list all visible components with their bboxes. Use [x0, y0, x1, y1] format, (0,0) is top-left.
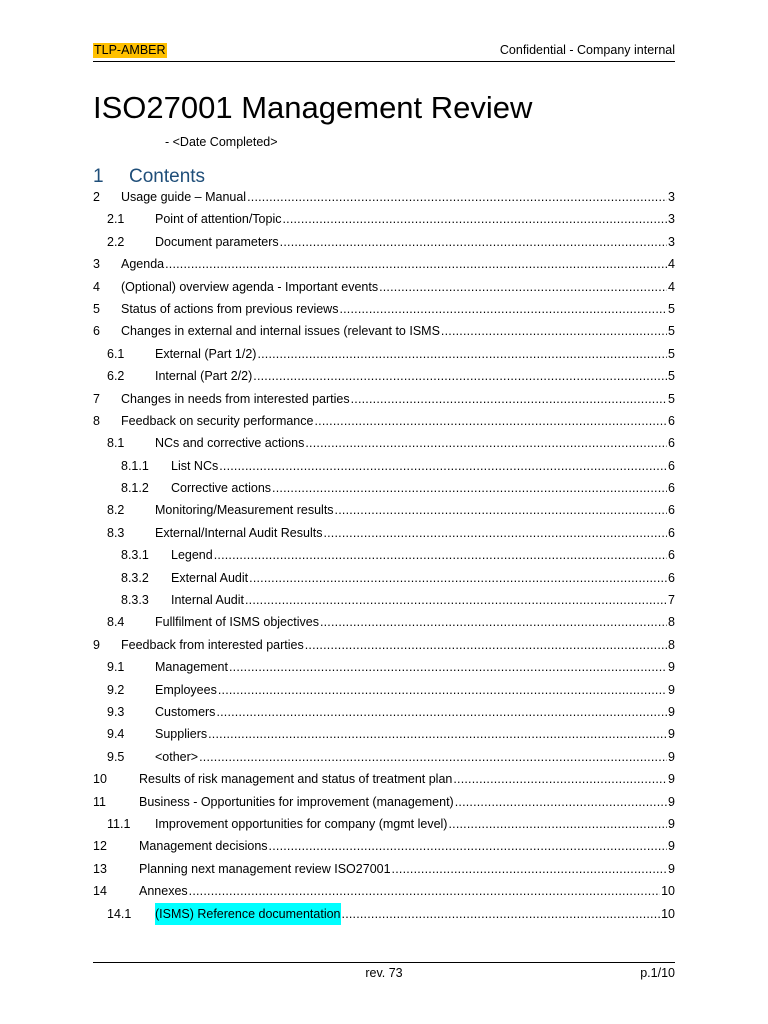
toc-entry-number: 6.2	[107, 369, 125, 384]
toc-entry-title[interactable]: Results of risk management and status of treatment plan	[139, 772, 453, 787]
toc-entry-page: 3	[668, 234, 675, 249]
toc-entry-page: 10	[661, 884, 675, 899]
toc-dot-leader	[351, 388, 667, 410]
toc-entry[interactable]	[93, 768, 675, 790]
toc-entry-number: 6	[93, 324, 100, 339]
toc-entry-page: 6	[668, 458, 675, 473]
toc-entry-number: 14	[93, 884, 107, 899]
toc-entry-title[interactable]: Corrective actions	[171, 481, 272, 496]
toc-entry-page: 3	[668, 190, 675, 204]
toc-entry[interactable]	[93, 701, 675, 723]
toc-entry-page: 7	[668, 593, 675, 608]
toc-entry-number: 2.2	[107, 234, 125, 249]
toc-entry-number: 2.1	[107, 212, 125, 227]
toc-entry-page: 9	[668, 816, 675, 831]
toc-entry-number: 8	[93, 413, 100, 428]
toc-dot-leader	[280, 231, 667, 253]
toc-entry-title[interactable]: Feedback from interested parties	[121, 637, 304, 652]
toc-entry-page: 6	[668, 481, 675, 496]
toc-entry[interactable]	[93, 365, 675, 387]
toc-entry-title[interactable]: <other>	[155, 749, 199, 764]
toc-entry-title[interactable]: Suppliers	[155, 727, 208, 742]
toc-entry[interactable]	[93, 567, 675, 589]
toc-entry[interactable]	[93, 880, 675, 902]
toc-entry-page: 6	[668, 413, 675, 428]
toc-dot-leader	[323, 522, 667, 544]
confidentiality-label: Confidential - Company internal	[499, 43, 675, 57]
toc-dot-leader	[199, 746, 667, 768]
toc-entry[interactable]	[93, 320, 675, 342]
toc-entry[interactable]	[93, 276, 675, 298]
toc-entry[interactable]	[93, 611, 675, 633]
toc-entry-page: 10	[661, 906, 675, 921]
toc-entry-title[interactable]: Changes in needs from interested parties	[121, 391, 350, 406]
toc-dot-leader	[453, 768, 667, 790]
toc-entry-page: 9	[668, 727, 675, 742]
toc-entry-title[interactable]: Management	[155, 660, 228, 675]
toc-entry-page: 9	[668, 704, 675, 719]
toc-entry[interactable]	[93, 746, 675, 768]
tlp-label: TLP-AMBER	[94, 43, 166, 57]
toc-entry-page: 6	[668, 570, 675, 585]
toc-dot-leader	[247, 186, 667, 208]
toc-entry-title[interactable]: (ISMS) Reference documentation	[155, 903, 341, 925]
toc-entry-title[interactable]: NCs and corrective actions	[155, 436, 305, 451]
toc-entry[interactable]	[93, 298, 675, 320]
toc-dot-leader	[208, 723, 667, 745]
toc-entry-number: 13	[93, 861, 107, 876]
toc-entry-title[interactable]: Employees	[155, 682, 217, 697]
toc-entry-title[interactable]: Monitoring/Measurement results	[155, 503, 334, 518]
toc-entry-page: 4	[668, 257, 675, 272]
toc-entry[interactable]	[93, 231, 675, 253]
toc-entry-page: 5	[668, 301, 675, 316]
toc-entry[interactable]	[93, 208, 675, 230]
toc-dot-leader	[342, 903, 661, 925]
toc-dot-leader	[257, 343, 667, 365]
toc-dot-leader	[448, 813, 667, 835]
toc-entry[interactable]	[93, 589, 675, 611]
toc-dot-leader	[189, 880, 660, 902]
toc-entry[interactable]	[93, 253, 675, 275]
toc-entry-page: 6	[668, 525, 675, 540]
toc-dot-leader	[339, 298, 667, 320]
toc-entry[interactable]	[93, 813, 675, 835]
toc-entry[interactable]	[93, 432, 675, 454]
toc-entry[interactable]	[93, 410, 675, 432]
toc-entry[interactable]	[93, 835, 675, 857]
table-of-contents	[93, 186, 675, 925]
toc-entry[interactable]	[93, 343, 675, 365]
toc-entry[interactable]	[93, 522, 675, 544]
toc-entry-number: 9.4	[107, 727, 125, 742]
toc-entry-number: 8.3.3	[121, 593, 149, 608]
toc-dot-leader	[305, 432, 667, 454]
toc-entry-number: 8.1.2	[121, 481, 149, 496]
toc-entry-page: 8	[668, 615, 675, 630]
toc-dot-leader	[441, 320, 667, 342]
page-header	[93, 43, 675, 62]
toc-entry-page: 9	[668, 861, 675, 876]
toc-entry-number: 11	[93, 794, 106, 809]
toc-entry-title[interactable]: Management decisions	[139, 839, 268, 854]
toc-entry-title[interactable]: Internal Audit	[171, 593, 244, 608]
toc-entry-page: 6	[668, 503, 675, 518]
toc-entry-title[interactable]: Fullfilment of ISMS objectives	[155, 615, 319, 630]
toc-dot-leader	[165, 253, 667, 275]
contents-number: 1	[93, 166, 104, 187]
toc-entry-title[interactable]: Planning next management review ISO27001	[139, 861, 391, 876]
toc-dot-leader	[218, 679, 667, 701]
toc-entry-number: 9.5	[107, 749, 125, 764]
toc-dot-leader	[314, 410, 667, 432]
toc-entry[interactable]	[93, 455, 675, 477]
contents-label: Contents	[129, 166, 206, 187]
toc-entry-title[interactable]: Feedback on security performance	[121, 413, 314, 428]
toc-entry-title[interactable]: Changes in external and internal issues (relevant to ISMS	[121, 324, 440, 339]
toc-entry-title[interactable]: Status of actions from previous reviews	[121, 301, 339, 316]
toc-entry-title[interactable]: Customers	[155, 704, 216, 719]
toc-entry-title[interactable]: Legend	[171, 548, 213, 563]
toc-entry-number: 10	[93, 772, 107, 787]
page-footer	[93, 962, 675, 983]
toc-entry-title[interactable]: External/Internal Audit Results	[155, 525, 323, 540]
toc-entry-number: 5	[93, 301, 100, 316]
toc-dot-leader	[379, 276, 667, 298]
toc-entry-title[interactable]: Improvement opportunities for company (mgmt level)	[155, 816, 448, 831]
toc-entry-page: 9	[668, 839, 675, 854]
toc-dot-leader	[269, 835, 668, 857]
toc-entry-number: 6.1	[107, 346, 125, 361]
toc-entry-title[interactable]: List NCs	[171, 458, 219, 473]
toc-entry-page: 5	[668, 369, 675, 384]
toc-dot-leader	[305, 634, 667, 656]
toc-dot-leader	[282, 208, 667, 230]
toc-entry[interactable]	[93, 544, 675, 566]
toc-dot-leader	[214, 544, 667, 566]
toc-entry[interactable]	[93, 499, 675, 521]
toc-entry[interactable]	[93, 634, 675, 656]
toc-dot-leader	[229, 656, 667, 678]
toc-entry-number: 12	[93, 839, 107, 854]
toc-entry-title[interactable]: Usage guide – Manual	[121, 190, 247, 204]
toc-entry-number: 8.3	[107, 525, 125, 540]
toc-entry[interactable]	[93, 186, 675, 208]
toc-entry-page: 5	[668, 324, 675, 339]
toc-dot-leader	[245, 589, 667, 611]
toc-entry[interactable]	[93, 477, 675, 499]
toc-entry-page: 3	[668, 212, 675, 227]
toc-dot-leader	[249, 567, 667, 589]
toc-entry[interactable]	[93, 679, 675, 701]
toc-entry-number: 8.2	[107, 503, 125, 518]
toc-dot-leader	[219, 455, 667, 477]
toc-entry-title[interactable]: External Audit	[171, 570, 249, 585]
toc-entry-number: 4	[93, 279, 100, 294]
toc-entry-number: 3	[93, 257, 100, 272]
toc-entry-page: 5	[668, 346, 675, 361]
toc-entry-number: 14.1	[107, 906, 132, 921]
toc-entry-title[interactable]: Business - Opportunities for improvement (management)	[139, 794, 454, 809]
toc-entry-title[interactable]: Agenda	[121, 257, 165, 272]
toc-entry-number: 8.1	[107, 436, 125, 451]
toc-entry-number: 8.3.1	[121, 548, 149, 563]
toc-entry-title[interactable]: (Optional) overview agenda - Important events	[121, 279, 379, 294]
toc-dot-leader	[455, 791, 667, 813]
toc-entry-number: 9	[93, 637, 100, 652]
page-number: p.1/10	[640, 966, 675, 980]
toc-entry-title[interactable]: Document parameters	[155, 234, 279, 249]
toc-entry-page: 9	[668, 794, 675, 809]
document-title: ISO27001 Management Review	[93, 90, 533, 125]
toc-entry-title[interactable]: Annexes	[139, 884, 188, 899]
toc-entry-page: 4	[668, 279, 675, 294]
toc-dot-leader	[272, 477, 667, 499]
toc-entry-number: 7	[93, 391, 100, 406]
toc-entry[interactable]	[93, 723, 675, 745]
toc-entry-number: 9.2	[107, 682, 125, 697]
toc-entry-page: 8	[668, 637, 675, 652]
toc-entry-title[interactable]: External (Part 1/2)	[155, 346, 257, 361]
toc-entry-page: 6	[668, 548, 675, 563]
toc-entry-number: 8.1.1	[121, 458, 149, 473]
toc-entry-page: 9	[668, 682, 675, 697]
toc-entry-page: 5	[668, 391, 675, 406]
toc-entry-number: 8.3.2	[121, 570, 149, 585]
toc-entry-number: 2	[93, 190, 100, 204]
toc-entry-page: 9	[668, 660, 675, 675]
toc-entry-title[interactable]: Point of attention/Topic	[155, 212, 282, 227]
toc-entry[interactable]	[93, 858, 675, 880]
toc-dot-leader	[335, 499, 668, 521]
toc-dot-leader	[320, 611, 667, 633]
toc-entry-title[interactable]: Internal (Part 2/2)	[155, 369, 253, 384]
toc-entry[interactable]	[93, 388, 675, 410]
toc-dot-leader	[253, 365, 667, 387]
toc-entry-number: 8.4	[107, 615, 125, 630]
toc-entry-page: 6	[668, 436, 675, 451]
revision-label: rev. 73	[365, 966, 403, 980]
toc-entry[interactable]	[93, 791, 675, 813]
toc-entry[interactable]	[93, 903, 675, 925]
toc-entry-page: 9	[668, 749, 675, 764]
toc-dot-leader	[392, 858, 668, 880]
toc-entry[interactable]	[93, 656, 675, 678]
toc-entry-page: 9	[668, 772, 675, 787]
toc-entry-number: 11.1	[107, 816, 131, 831]
date-completed: - <Date Completed>	[165, 135, 278, 149]
toc-entry-number: 9.1	[107, 660, 125, 675]
toc-entry-number: 9.3	[107, 704, 125, 719]
toc-dot-leader	[216, 701, 667, 723]
